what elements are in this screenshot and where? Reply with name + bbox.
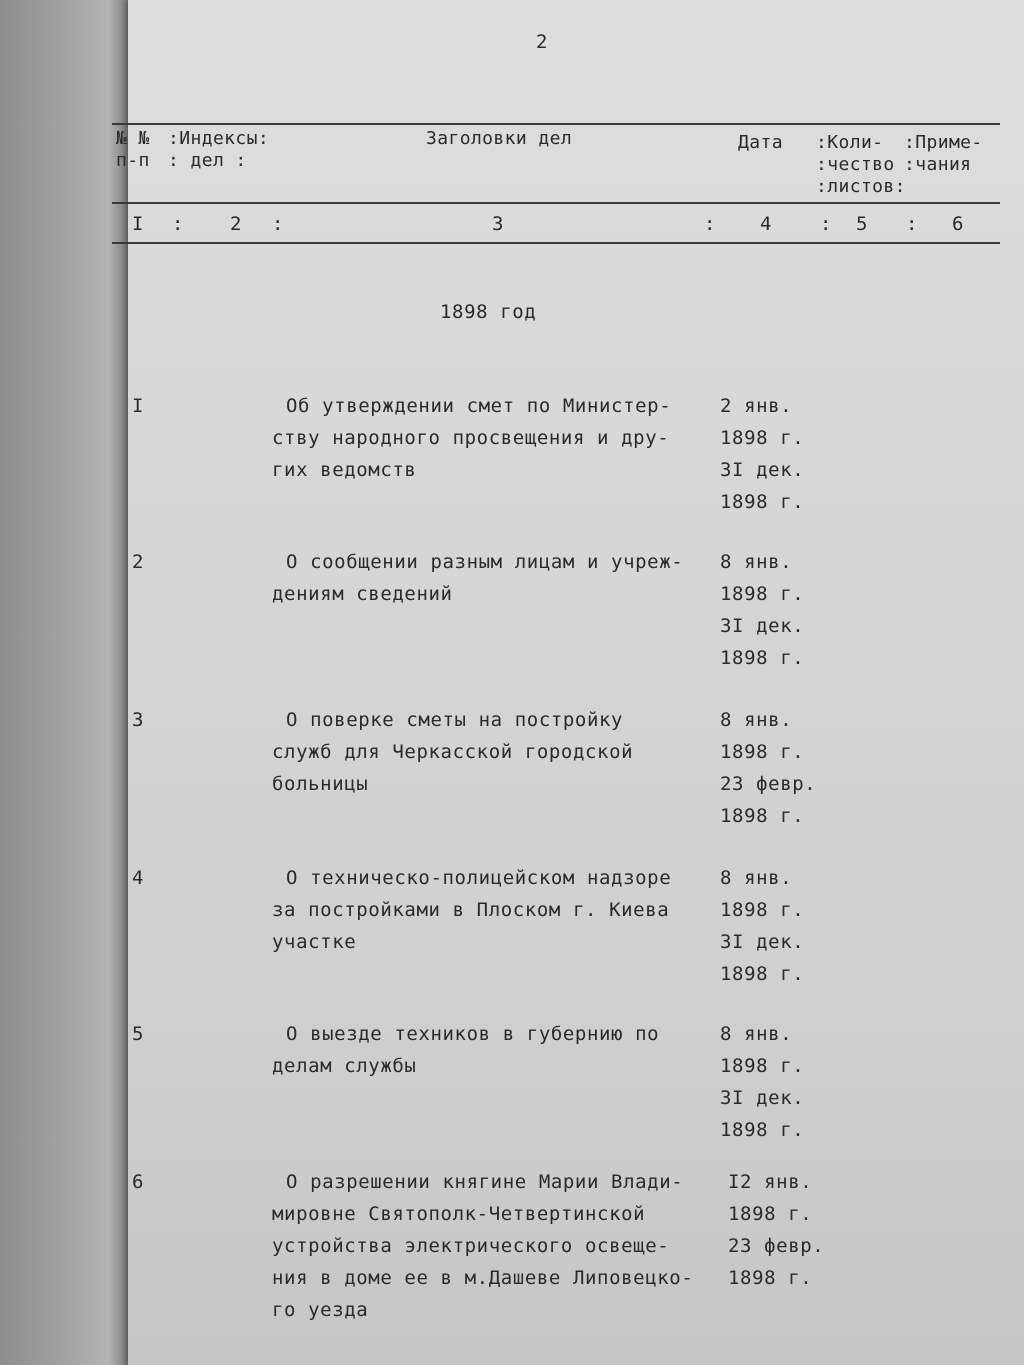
row-number: 5 — [132, 1023, 145, 1045]
header-num-line-2: п-п — [116, 150, 150, 171]
page-number: 2 — [536, 31, 549, 53]
row-date-line: 1898 г. — [720, 963, 805, 985]
document-page — [128, 0, 1024, 1365]
row-date-line: 3I дек. — [720, 615, 805, 637]
column-number-4: 4 — [760, 213, 773, 235]
row-title-line: за постройками в Плоском г. Киева — [272, 899, 670, 921]
header-count-line-3: :листов: — [816, 176, 906, 197]
row-date-line: 1898 г. — [720, 1055, 805, 1077]
row-date-line: 1898 г. — [720, 583, 805, 605]
row-title-line: дениям сведений — [272, 583, 453, 605]
header-count-line-1: :Коли- — [816, 132, 884, 153]
header-count-line-2: :чество — [816, 154, 895, 175]
row-date-line: 8 янв. — [720, 551, 793, 573]
row-date-line: 1898 г. — [720, 805, 805, 827]
row-date-line: 1898 г. — [728, 1267, 813, 1289]
header-notes-line-2: :чания — [904, 154, 972, 175]
row-number: 6 — [132, 1171, 145, 1193]
row-title-line: О разрешении княгине Марии Влади- — [286, 1171, 684, 1193]
row-title-line: гих ведомств — [272, 459, 417, 481]
row-number: 3 — [132, 709, 145, 731]
header-notes-line-1: :Приме- — [904, 132, 983, 153]
header-index-line-2: : дел : — [168, 150, 247, 171]
binding-edge — [0, 0, 128, 1365]
row-date-line: 2 янв. — [720, 395, 793, 417]
row-title-line: О сообщении разным лицам и учреж- — [286, 551, 684, 573]
row-date-line: 8 янв. — [720, 709, 793, 731]
row-title-line: О поверке сметы на постройку — [286, 709, 624, 731]
row-title-line: служб для Черкасской городской — [272, 741, 634, 763]
row-title-line: ству народного просвещения и дру- — [272, 427, 670, 449]
row-title-line: О техническо-полицейском надзоре — [286, 867, 672, 889]
row-number: I — [132, 395, 145, 417]
table-bottom-rule — [112, 242, 1000, 244]
row-title-line: участке — [272, 931, 357, 953]
table-top-rule — [112, 123, 1000, 125]
column-number-1: I — [132, 213, 145, 235]
row-title-line: Об утверждении смет по Министер- — [286, 395, 672, 417]
row-date-line: 1898 г. — [720, 427, 805, 449]
header-index-line-1: :Индексы: — [168, 128, 270, 149]
column-separator: : — [820, 213, 833, 235]
row-date-line: 1898 г. — [720, 1119, 805, 1141]
row-date-line: 23 февр. — [728, 1235, 825, 1257]
row-number: 4 — [132, 867, 145, 889]
row-title-line: делам службы — [272, 1055, 417, 1077]
row-date-line: 1898 г. — [720, 647, 805, 669]
row-title-line: ния в доме ее в м.Дашеве Липовецко- — [272, 1267, 694, 1289]
row-date-line: 3I дек. — [720, 1087, 805, 1109]
header-title: Заголовки дел — [426, 128, 573, 149]
header-date: Дата — [738, 132, 783, 153]
column-separator: : — [704, 213, 717, 235]
row-date-line: 3I дек. — [720, 459, 805, 481]
row-date-line: 8 янв. — [720, 1023, 793, 1045]
row-number: 2 — [132, 551, 145, 573]
row-date-line: 3I дек. — [720, 931, 805, 953]
row-date-line: 23 февр. — [720, 773, 817, 795]
table-mid-rule — [112, 202, 1000, 204]
column-number-5: 5 — [856, 213, 869, 235]
row-date-line: 1898 г. — [728, 1203, 813, 1225]
row-date-line: 1898 г. — [720, 741, 805, 763]
row-title-line: больницы — [272, 773, 369, 795]
column-number-3: 3 — [492, 213, 505, 235]
row-title-line: О выезде техников в губернию по — [286, 1023, 660, 1045]
year-heading: 1898 год — [440, 301, 537, 323]
column-number-6: 6 — [952, 213, 965, 235]
row-date-line: 8 янв. — [720, 867, 793, 889]
row-title-line: устройства электрического освеще- — [272, 1235, 670, 1257]
column-separator: : — [272, 213, 285, 235]
row-date-line: 1898 г. — [720, 491, 805, 513]
header-num-line-1: № № — [116, 128, 150, 149]
row-date-line: 1898 г. — [720, 899, 805, 921]
row-title-line: го уезда — [272, 1299, 369, 1321]
row-title-line: мировне Святополк-Четвертинской — [272, 1203, 646, 1225]
row-date-line: I2 янв. — [728, 1171, 813, 1193]
column-separator: : — [172, 213, 185, 235]
column-number-2: 2 — [230, 213, 243, 235]
column-separator: : — [906, 213, 919, 235]
